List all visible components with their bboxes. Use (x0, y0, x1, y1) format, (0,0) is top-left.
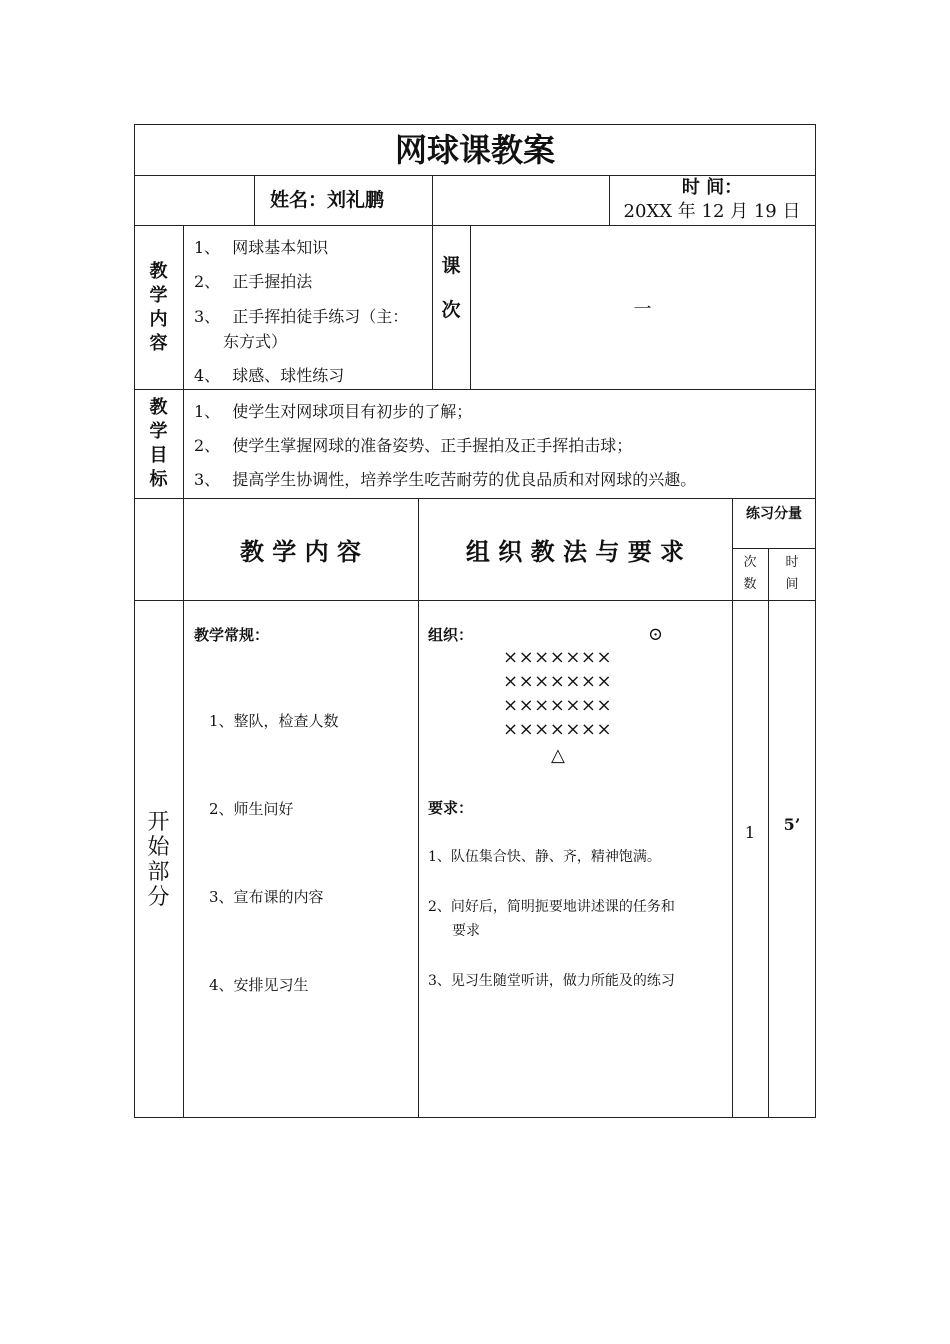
column-header-duration: 时间 (785, 555, 799, 592)
column-header-method: 组 织 教 法 与 要 求 (465, 537, 685, 566)
page-title: 网球课教案 (394, 131, 555, 169)
lesson-number-value: 一 (633, 299, 652, 320)
list-item: 3、宣布课的内容 (209, 888, 324, 906)
list-item: 2、 正手握拍法 (194, 272, 313, 291)
column-header-amount: 练习分量 (746, 506, 802, 522)
teacher-name: 姓名：刘礼鹏 (270, 189, 385, 211)
list-item: 2、师生问好 (209, 800, 294, 818)
list-item: 1、 网球基本知识 (194, 238, 329, 257)
teaching-goals-label: 教 学 目 标 (149, 397, 168, 490)
teacher-symbol: ⊙ (648, 624, 664, 645)
time-label: 时 间： (681, 177, 743, 198)
lesson-date: 20XX 年 12 月 19 日 (623, 201, 801, 222)
teaching-content-label: 教 学 内 容 (149, 261, 168, 354)
triangle-symbol: △ (551, 745, 565, 766)
formation-row: ××××××× (503, 647, 613, 668)
column-header-times: 次数 (743, 555, 757, 592)
list-item: 4、安排见习生 (209, 976, 309, 994)
requirements-title: 要求： (428, 799, 474, 817)
duration-value: 5’ (783, 815, 801, 834)
requirement-item: 1、队伍集合快、静、齐，精神饱满。 (428, 849, 661, 865)
list-item: 3、 提高学生协调性，培养学生吃苦耐劳的优良品质和对网球的兴趣。 (194, 470, 697, 489)
formation-row: ××××××× (503, 671, 613, 692)
lesson-number-label: 课 次 (441, 255, 461, 321)
list-item: 1、 使学生对网球项目有初步的了解； (194, 402, 473, 421)
section-start-label: 开 始 部 分 (147, 810, 170, 910)
list-item: 4、 球感、球性练习 (194, 366, 345, 385)
routine-title: 教学常规： (194, 626, 270, 644)
requirement-item: 2、问好后，简明扼要地讲述课的任务和 (428, 899, 675, 915)
list-item: 3、 正手挥拍徒手练习（主： (194, 307, 409, 326)
formation-row: ××××××× (503, 695, 613, 716)
requirement-item-continuation: 要求 (452, 923, 480, 939)
list-item: 1、整队，检查人数 (209, 712, 339, 730)
formation-row: ××××××× (503, 719, 613, 740)
column-header-content: 教 学 内 容 (239, 537, 362, 566)
requirement-item: 3、见习生随堂听讲，做力所能及的练习 (428, 973, 675, 989)
list-item-continuation: 东方式） (223, 332, 288, 351)
org-title: 组织： (428, 626, 474, 644)
list-item: 2、 使学生掌握网球的准备姿势、正手握拍及正手挥拍击球； (194, 436, 633, 455)
times-value: 1 (744, 823, 756, 842)
